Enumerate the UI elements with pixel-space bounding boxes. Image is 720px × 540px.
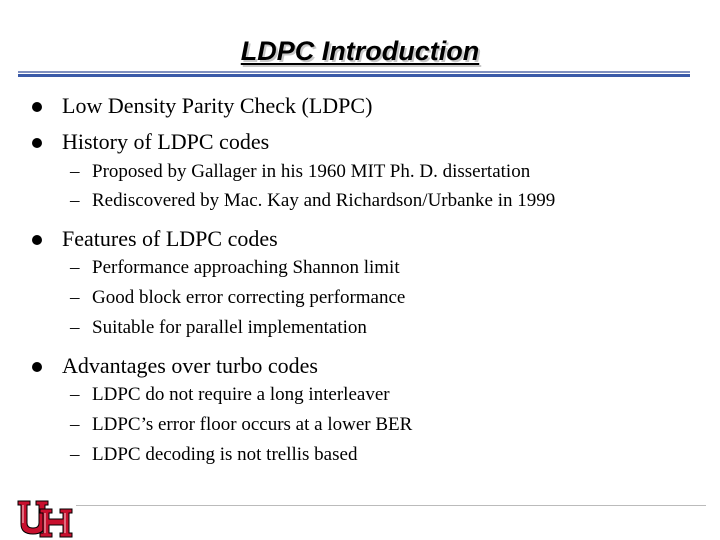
sub-bullet-dash: – <box>70 414 80 435</box>
bullet-text: History of LDPC codes <box>62 129 270 154</box>
sub-bullet-dash: – <box>70 161 80 182</box>
bullet-text: Low Density Parity Check (LDPC) <box>62 93 373 118</box>
sub-bullet-dash: – <box>70 317 80 338</box>
sub-bullet-text: Suitable for parallel implementation <box>92 317 367 338</box>
sub-bullet-text: LDPC do not require a long interleaver <box>92 384 390 405</box>
sub-bullet-text: LDPC decoding is not trellis based <box>92 444 358 465</box>
footer-rule <box>76 505 706 506</box>
uh-interlocking-logo-icon <box>16 497 74 539</box>
bullet-dot-icon <box>32 138 42 148</box>
sub-bullet-text: Performance approaching Shannon limit <box>92 257 400 278</box>
bullet-text: Advantages over turbo codes <box>62 353 318 378</box>
sub-bullet-dash: – <box>70 257 80 278</box>
bullet-dot-icon <box>32 235 42 245</box>
sub-bullet-dash: – <box>70 287 80 308</box>
sub-bullet-dash: – <box>70 444 80 465</box>
slide-title: LDPC Introduction <box>240 36 480 66</box>
sub-bullet-dash: – <box>70 384 80 405</box>
sub-bullet-text: Rediscovered by Mac. Kay and Richardson/Urbanke in 1999 <box>92 190 556 211</box>
bullet-dot-icon <box>32 102 42 112</box>
bullet-text: Features of LDPC codes <box>62 226 278 251</box>
sub-bullet-text: Proposed by Gallager in his 1960 MIT Ph. D. dissertation <box>92 161 531 182</box>
sub-bullet-dash: – <box>70 190 80 211</box>
sub-bullet-text: Good block error correcting performance <box>92 287 406 308</box>
sub-bullet-text: LDPC’s error floor occurs at a lower BER <box>92 414 413 435</box>
bullet-dot-icon <box>32 362 42 372</box>
